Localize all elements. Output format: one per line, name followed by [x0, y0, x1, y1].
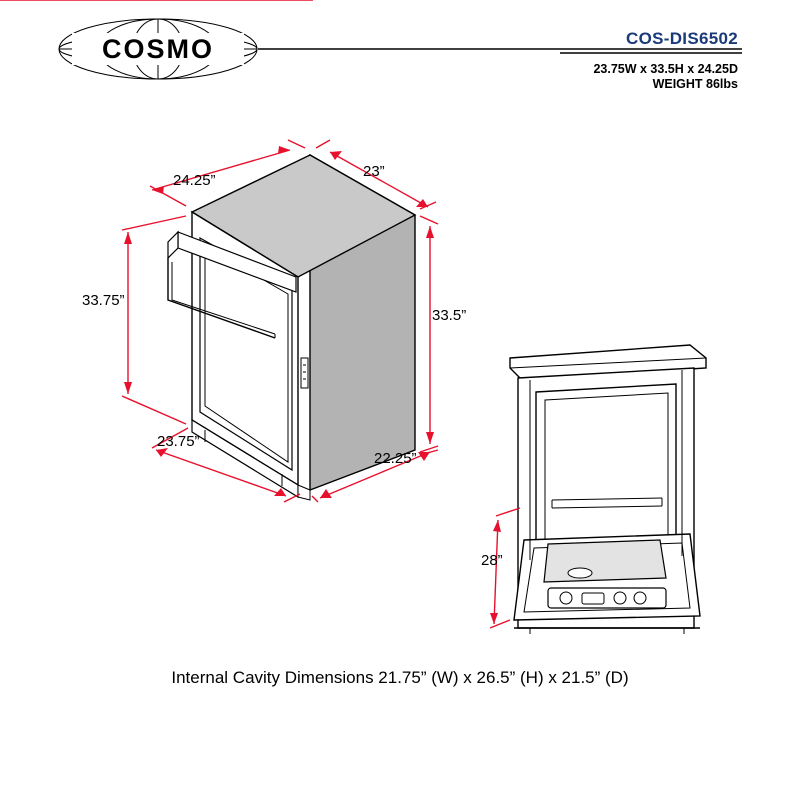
label-open-door-depth: 28”	[481, 552, 503, 569]
overall-dimensions-text: 23.75W x 33.5H x 24.25D	[593, 62, 738, 76]
weight-text: WEIGHT 86lbs	[652, 77, 738, 91]
label-height-left: 33.75”	[82, 292, 125, 309]
label-depth-top-right: 23”	[363, 163, 385, 180]
model-number: COS-DIS6502	[626, 29, 738, 48]
dishwasher-closed-perspective	[0, 0, 438, 502]
label-height-right: 33.5”	[432, 307, 467, 324]
brand-name: COSMO	[101, 33, 214, 64]
dishwasher-open-door-front	[490, 345, 706, 634]
label-width-front: 23.75”	[157, 433, 200, 450]
label-depth-bottom-right: 22.25”	[374, 450, 417, 467]
internal-cavity-caption: Internal Cavity Dimensions 21.75” (W) x 26.5” (H) x 21.5” (D)	[171, 668, 629, 687]
label-depth-top-left: 24.25”	[173, 172, 216, 189]
